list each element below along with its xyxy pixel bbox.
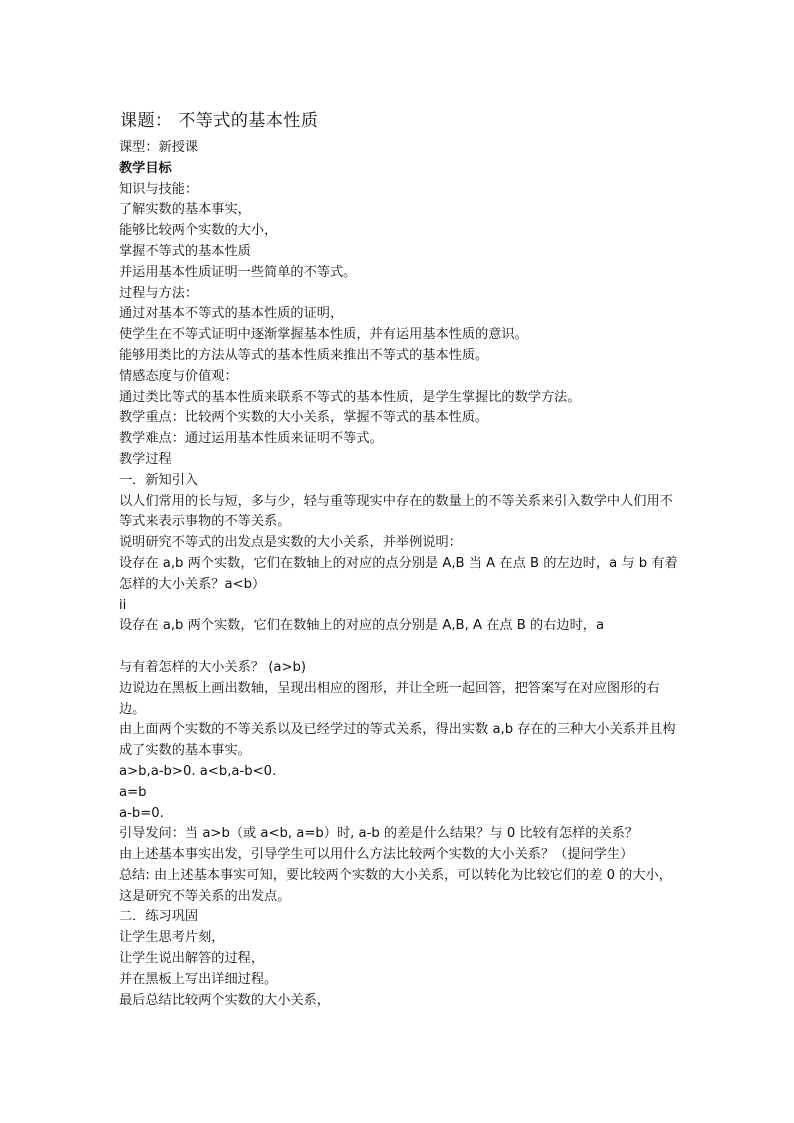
text-line: 通过类比等式的基本性质来联系不等式的基本性质，是学生掌握比的数学方法。 bbox=[119, 389, 581, 405]
section-new-knowledge: 一．新知引入 bbox=[119, 472, 199, 488]
text-line: 让学生说出解答的过程， bbox=[119, 951, 265, 967]
subheading-attitude: 情感态度与价值观： bbox=[119, 368, 238, 384]
text-line: 掌握不等式的基本性质 bbox=[119, 243, 251, 259]
text-line: 能够比较两个实数的大小， bbox=[119, 223, 278, 239]
text-line: 让学生思考片刻， bbox=[119, 930, 225, 946]
section-practice: 二．练习巩固 bbox=[119, 909, 199, 925]
key-point: 教学重点：比较两个实数的大小关系，掌握不等式的基本性质。 bbox=[119, 410, 489, 426]
text-line: 通过对基本不等式的基本性质的证明， bbox=[119, 306, 344, 322]
text-line: 并运用基本性质证明一些简单的不等式。 bbox=[119, 264, 357, 280]
text-line: 了解实数的基本事实， bbox=[119, 202, 251, 218]
math-line: a-b=0. bbox=[119, 805, 164, 821]
subheading-process: 过程与方法： bbox=[119, 285, 199, 301]
text-line: 引导发问：当 a>b（或 a<b, a=b）时, a-b 的差是什么结果？与 0 比较有怎样的关系？ bbox=[119, 826, 639, 842]
document-body bbox=[119, 138, 679, 1011]
paragraph: 以人们常用的长与短，多与少，轻与重等现实中存在的数量上的不等关系来引入数学中人们用不等式来表示事物的不等关系。 bbox=[119, 493, 673, 530]
text-line: 设存在 a,b 两个实数，它们在数轴上的对应的点分别是 A,B, A 在点 B 的右边时，a bbox=[119, 618, 605, 634]
paragraph: 设存在 a,b 两个实数，它们在数轴上的对应的点分别是 A,B 当 A 在点 B 的左边时，a 与 b 有着怎样的大小关系？a<b） bbox=[119, 555, 678, 592]
text-line: 并在黑板上写出详细过程。 bbox=[119, 971, 278, 987]
section-heading-objectives: 教学目标 bbox=[119, 160, 172, 176]
text-line: 由上述基本事实出发，引导学生可以用什么方法比较两个实数的大小关系？（提问学生） bbox=[119, 847, 634, 863]
paragraph: 总结: 由上述基本事实可知，要比较两个实数的大小关系，可以转化为比较它们的差 0 的大小，这是研究不等关系的出发点。 bbox=[119, 867, 672, 904]
paragraph: 由上面两个实数的不等关系以及已经学过的等式关系，得出实数 a,b 存在的三种大小关系并且构成了实数的基本事实。 bbox=[119, 722, 676, 759]
text-line: 能够用类比的方法从等式的基本性质来推出不等式的基本性质。 bbox=[119, 347, 489, 363]
math-line: a>b,a-b>0. a<b,a-b<0. bbox=[119, 763, 277, 779]
text-line: 最后总结比较两个实数的大小关系， bbox=[119, 992, 330, 1008]
lesson-type: 课型：新授课 bbox=[119, 140, 199, 155]
text-line: 使学生在不等式证明中逐渐掌握基本性质，并有运用基本性质的意识。 bbox=[119, 327, 528, 343]
subheading-knowledge: 知识与技能： bbox=[119, 181, 199, 197]
section-heading-process: 教学过程 bbox=[119, 451, 172, 467]
math-line: a=b bbox=[119, 784, 147, 800]
blank-line bbox=[119, 637, 679, 658]
difficult-point: 教学难点：通过运用基本性质来证明不等式。 bbox=[119, 431, 383, 447]
text-line: 与有着怎样的大小关系？ (a>b) bbox=[119, 659, 307, 675]
text-line: 说明研究不等式的出发点是实数的大小关系，并举例说明： bbox=[119, 535, 462, 551]
text-line: ii bbox=[119, 597, 127, 613]
page-title: 课题： 不等式的基本性质 bbox=[120, 111, 319, 131]
paragraph: 边说边在黑板上画出数轴，呈现出相应的图形，并让全班一起回答，把答案写在对应图形的右边。 bbox=[119, 680, 660, 717]
